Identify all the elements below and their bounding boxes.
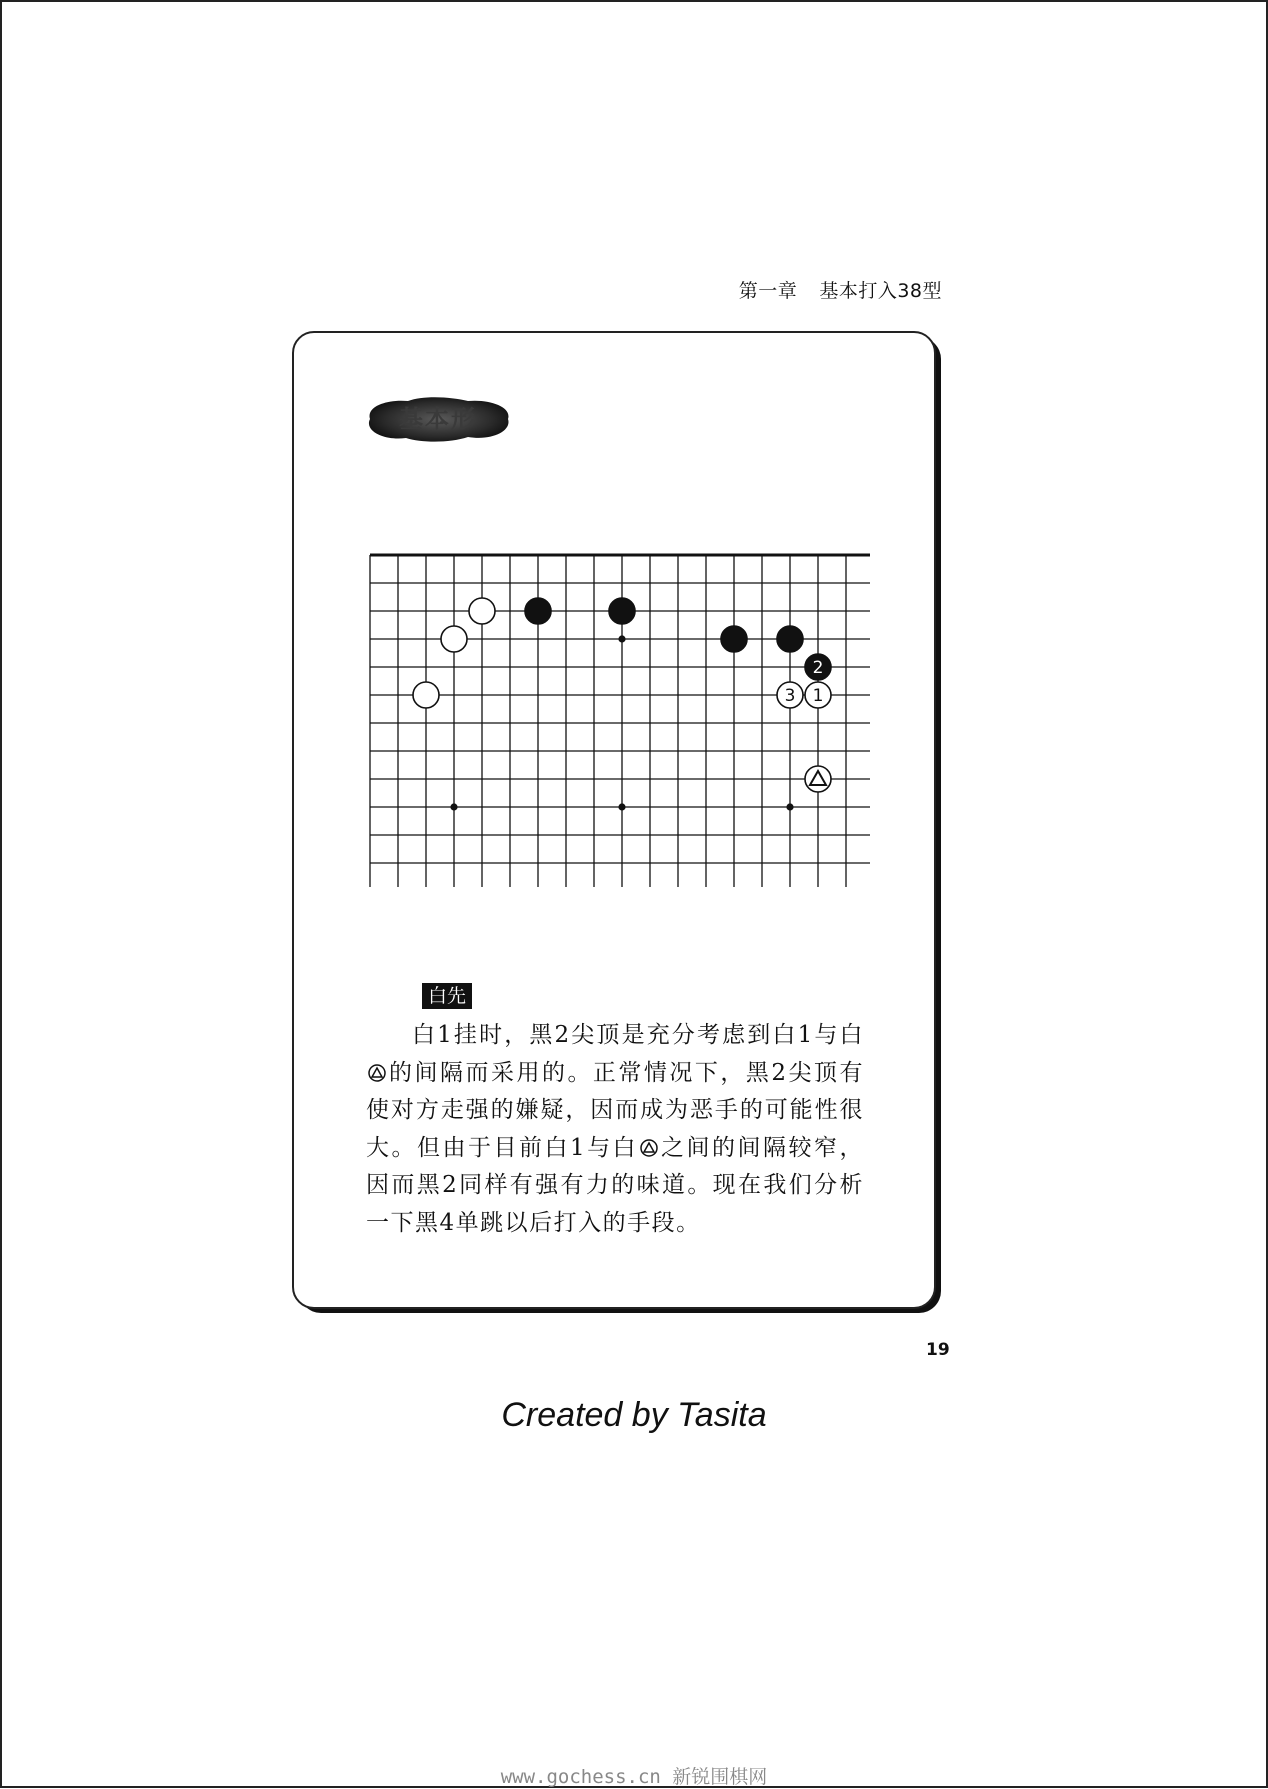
triangle-stone-marker-icon (640, 1139, 658, 1157)
commentary-text-part-1: 白1挂时，黑2尖顶是充分考虑到白1与白 (412, 1022, 864, 1048)
problem-commentary (366, 1017, 864, 1242)
board-star-point (618, 803, 625, 810)
white-stone (441, 626, 467, 652)
stone-move-number: 3 (784, 686, 796, 706)
stone-move-number: 2 (812, 658, 824, 678)
commentary-text-part-2: 的间隔而采用的。正常情况下，黑2尖顶有使对方走强的嫌疑，因而成为恶手的可能性很大。但由于目前白1与白 (366, 1059, 864, 1161)
white-stone (413, 682, 439, 708)
black-stone (525, 598, 551, 624)
running-header (739, 276, 942, 303)
problem-card (292, 331, 936, 1309)
stone-move-number: 1 (812, 686, 824, 706)
board-star-point (618, 635, 625, 642)
board-star-point (786, 803, 793, 810)
chapter-title: 基本打入38型 (819, 280, 942, 302)
watermark: www.gochess.cn 新锐围棋网 (500, 1766, 768, 1788)
white-stone (469, 598, 495, 624)
problem-tag: 白先 (422, 983, 472, 1009)
section-badge-label: 基本形 (399, 405, 477, 433)
black-stone (777, 626, 803, 652)
commentary-text-part-3: 之间的间隔较窄，因而黑2同样有强有力的味道。现在我们分析一下黑4单跳以后打入的手段。 (366, 1134, 865, 1236)
board-star-point (450, 803, 457, 810)
triangle-stone-marker-icon (368, 1064, 386, 1082)
go-board (364, 547, 870, 887)
black-stone (609, 598, 635, 624)
credit-line: Created by Tasita (501, 1396, 767, 1434)
chapter-label: 第一章 (738, 280, 798, 302)
black-stone (721, 626, 747, 652)
section-badge (362, 393, 514, 445)
page-number: 19 (926, 1340, 950, 1360)
